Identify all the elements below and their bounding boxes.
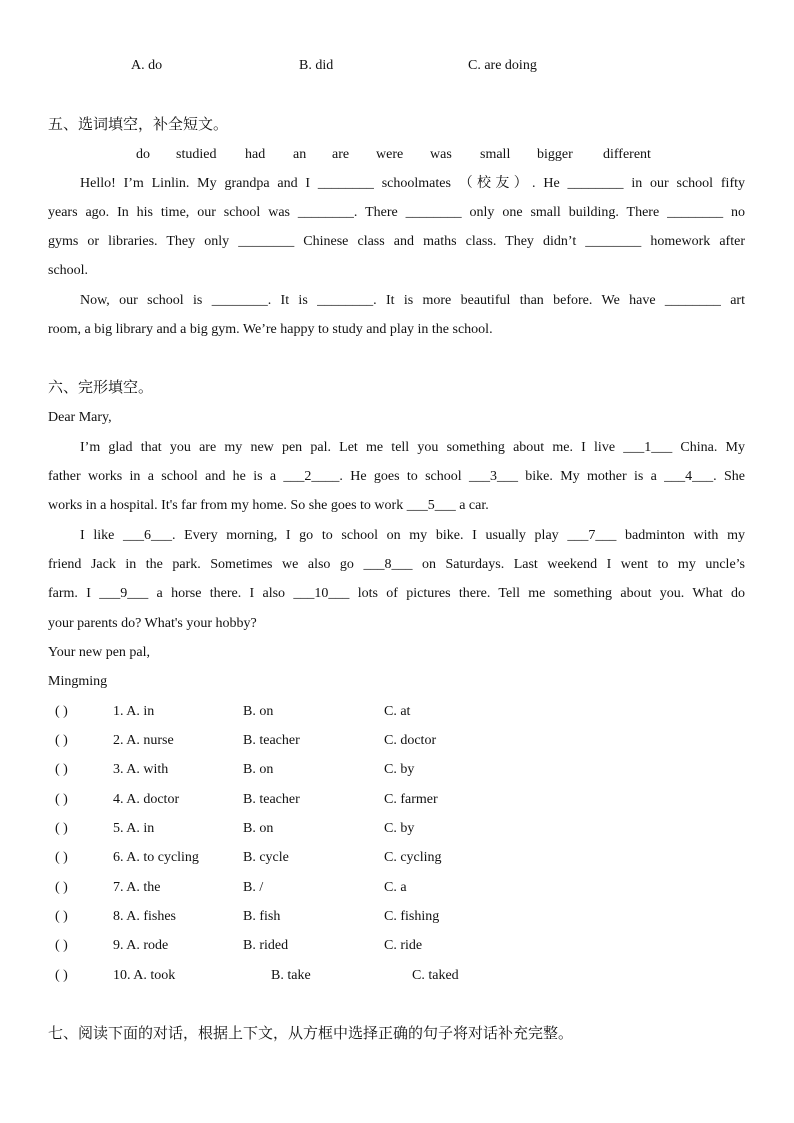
question-option-b: B. on	[243, 762, 274, 777]
answer-blank[interactable]: ( )	[55, 733, 68, 748]
section6-heading: 六、完形填空。	[48, 380, 154, 396]
answer-blank[interactable]: ( )	[55, 704, 68, 719]
letter-closing: Your new pen pal,	[48, 645, 151, 660]
section5-passage-line: years ago. In his time, our school was ________. There ________ only one small building. There ________ no	[48, 205, 745, 220]
question-option-a: 7. A. the	[113, 880, 161, 895]
letter-greeting: Dear Mary,	[48, 410, 112, 425]
word-bank-item: were	[376, 147, 404, 162]
question-option-c: C. by	[384, 762, 415, 777]
question-option-b: B. take	[271, 968, 311, 983]
question-option-b: B. cycle	[243, 850, 289, 865]
question-option-c: C. farmer	[384, 792, 438, 807]
word-bank-item: do	[136, 147, 150, 162]
word-bank-item: studied	[176, 147, 217, 162]
section6-passage-line: I’m glad that you are my new pen pal. Let me tell you something about me. I live ___1___ China. My	[80, 440, 745, 455]
question-option-a: 3. A. with	[113, 762, 169, 777]
word-bank-item: bigger	[537, 147, 573, 162]
section6-passage-line: friend Jack in the park. Sometimes we also go ___8___ on Saturdays. Last weekend I went to my uncle’s	[48, 557, 745, 572]
section6-passage-line: I like ___6___. Every morning, I go to school on my bike. I usually play ___7___ badminton with my	[80, 528, 745, 543]
section5-passage-line: gyms or libraries. They only ________ Chinese class and maths class. They didn’t ________ homework after	[48, 234, 745, 249]
question-option-a: 2. A. nurse	[113, 733, 174, 748]
question-option-b: B. fish	[243, 909, 281, 924]
question-option-b: B. on	[243, 704, 274, 719]
question-option-b: B. teacher	[243, 792, 300, 807]
section5-heading: 五、选词填空，补全短文。	[48, 117, 229, 133]
question-option-a: 8. A. fishes	[113, 909, 176, 924]
answer-blank[interactable]: ( )	[55, 938, 68, 953]
answer-blank[interactable]: ( )	[55, 821, 68, 836]
letter-signature: Mingming	[48, 674, 108, 689]
word-bank-item: an	[293, 147, 307, 162]
question-option-b: B. /	[243, 880, 264, 895]
section5-passage-line: school.	[48, 263, 89, 278]
word-bank-item: had	[245, 147, 266, 162]
word-bank-item: small	[480, 147, 511, 162]
question-option-c: C. taked	[412, 968, 459, 983]
section5-passage-line: Now, our school is ________. It is ________. It is more beautiful than before. We have ________ art	[80, 293, 745, 308]
question-option-c: C. cycling	[384, 850, 442, 865]
answer-blank[interactable]: ( )	[55, 850, 68, 865]
prev-option-a: A. do	[131, 58, 163, 73]
word-bank	[0, 146, 794, 164]
section6-passage-line: farm. I ___9___ a horse there. I also ___10___ lots of pictures there. Tell me something about you. What do	[48, 586, 745, 601]
section6-passage-line: works in a hospital. It's far from my home. So she goes to work ___5___ a car.	[48, 498, 489, 513]
word-bank-item: are	[332, 147, 350, 162]
section5-passage-line: Hello! I’m Linlin. My grandpa and I ________ schoolmates （校友）. He ________ in our school fifty	[80, 176, 745, 191]
answer-blank[interactable]: ( )	[55, 909, 68, 924]
answer-blank[interactable]: ( )	[55, 968, 68, 983]
question-option-c: C. fishing	[384, 909, 440, 924]
section7-heading: 七、阅读下面的对话，根据上下文，从方框中选择正确的句子将对话补充完整。	[48, 1026, 574, 1042]
question-option-a: 1. A. in	[113, 704, 155, 719]
prev-option-b: B. did	[299, 58, 334, 73]
question-option-a: 10. A. took	[113, 968, 176, 983]
answer-blank[interactable]: ( )	[55, 762, 68, 777]
question-option-c: C. by	[384, 821, 415, 836]
section6-passage-line: your parents do? What's your hobby?	[48, 616, 257, 631]
question-option-a: 6. A. to cycling	[113, 850, 199, 865]
question-option-c: C. ride	[384, 938, 423, 953]
question-option-c: C. doctor	[384, 733, 437, 748]
question-option-b: B. teacher	[243, 733, 300, 748]
question-option-b: B. on	[243, 821, 274, 836]
question-option-a: 5. A. in	[113, 821, 155, 836]
word-bank-item: was	[430, 147, 452, 162]
question-option-c: C. a	[384, 880, 407, 895]
prev-option-c: C. are doing	[468, 58, 537, 73]
question-option-b: B. rided	[243, 938, 289, 953]
question-option-a: 4. A. doctor	[113, 792, 180, 807]
answer-blank[interactable]: ( )	[55, 880, 68, 895]
word-bank-item: different	[603, 147, 651, 162]
section5-passage-line: room, a big library and a big gym. We’re happy to study and play in the school.	[48, 322, 493, 337]
question-option-a: 9. A. rode	[113, 938, 169, 953]
question-option-c: C. at	[384, 704, 411, 719]
section6-passage-line: father works in a school and he is a ___2____. He goes to school ___3___ bike. My mother is a ___4___. She	[48, 469, 745, 484]
answer-blank[interactable]: ( )	[55, 792, 68, 807]
